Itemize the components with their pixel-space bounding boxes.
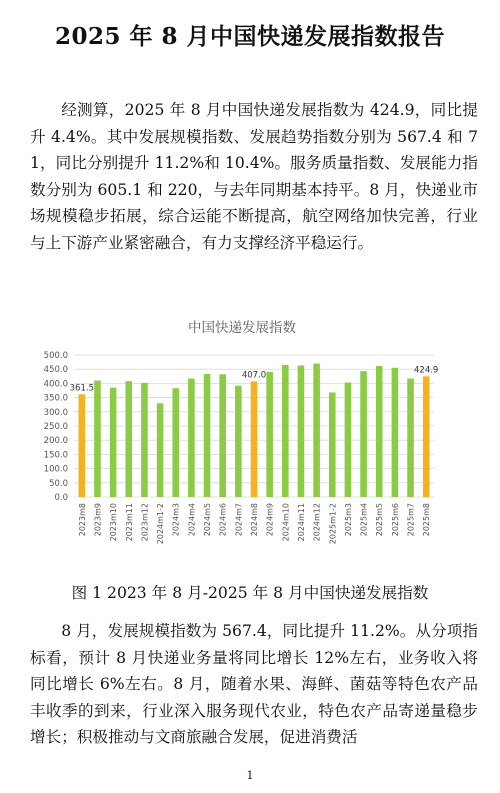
scale-index-paragraph: 8 月，发展规模指数为 567.4，同比提升 11.2%。从分项指标看，预计 8 月快递业务量将同比增长 12%左右，业务收入将同比增长 6%左右。8 月，随着水果、海鲜、菌菇等特色农产品丰收季的到来，行业深入服务现代农业，特色农产品寄递量稳步增长；积极推动与文商旅融合发展，促进消费活 (30, 622, 478, 746)
chart-title: 中国快递发展指数 (188, 320, 296, 336)
bar (204, 374, 211, 497)
y-tick-label: 400.0 (43, 379, 68, 390)
intro-paragraph: 经测算，2025 年 8 月中国快递发展指数为 424.9，同比提升 4.4%。其中发展规模指数、发展趋势指数分别为 567.4 和 71，同比分别提升 11.2%和 10.4%。服务质量指数、发展能力指数分别为 605.1 和 220，与去年同期基本持平。8 月，快递业市场规模稳步拓展，综合运能不断提高，航空网络加快完善，行业与上下游产业紧密融合，有力支撑经济平稳运行。 (30, 101, 478, 252)
y-tick-label: 0.0 (54, 493, 68, 503)
bar (79, 394, 86, 497)
y-tick-label: 500.0 (43, 351, 68, 361)
y-tick-label: 250.0 (43, 422, 68, 432)
bar (282, 365, 289, 497)
x-tick-label: 2023m10 (109, 503, 119, 542)
x-tick-label: 2025m8 (422, 503, 432, 537)
x-tick-label: 2023m8 (77, 503, 87, 537)
y-tick-label: 350.0 (43, 393, 68, 404)
x-tick-label: 2023m12 (140, 503, 150, 542)
x-tick-label: 2025m5 (375, 503, 385, 537)
y-tick-label: 300.0 (43, 407, 68, 418)
x-tick-label: 2025m4 (359, 503, 369, 537)
x-tick-label: 2024m1-2 (156, 503, 166, 545)
x-tick-label: 2024m3 (171, 503, 181, 537)
x-tick-label: 2024m5 (203, 503, 213, 537)
bar (94, 381, 101, 497)
bar (266, 372, 273, 497)
figure-caption: 图 1 2023 年 8 月-2025 年 8 月中国快递发展指数 (71, 584, 429, 602)
bar (157, 403, 164, 497)
data-label: 407.0 (241, 370, 267, 381)
x-tick-label: 2025m1-2 (328, 503, 338, 545)
x-tick-label: 2025m3 (343, 503, 353, 537)
x-tick-label: 2024m8 (250, 503, 259, 537)
y-tick-label: 450.0 (43, 365, 68, 376)
bar (219, 374, 226, 497)
data-label: 361.5 (69, 383, 94, 394)
x-tick-label: 2024m11 (296, 503, 306, 542)
bar (125, 381, 132, 497)
chart-svg (30, 313, 478, 578)
bar (392, 368, 399, 497)
x-tick-label: 2024m12 (312, 503, 322, 542)
bar (407, 379, 414, 497)
x-tick-label: 2023m11 (124, 503, 134, 542)
bar (298, 366, 305, 497)
bar (235, 386, 242, 497)
bar (251, 381, 258, 497)
data-label: 424.9 (414, 365, 439, 376)
bar (172, 388, 179, 497)
bar (423, 376, 430, 497)
bar (345, 383, 352, 497)
y-tick-label: 150.0 (43, 450, 68, 461)
page-number: 1 (246, 769, 254, 782)
bar (141, 383, 148, 497)
y-tick-label: 50.0 (49, 478, 68, 489)
bar (110, 388, 117, 497)
x-tick-label: 2024m10 (281, 503, 291, 542)
x-tick-label: 2024m4 (187, 503, 197, 537)
x-tick-label: 2024m7 (234, 503, 244, 537)
bar (329, 392, 336, 497)
x-tick-label: 2023m9 (93, 503, 103, 537)
x-tick-label: 2024m9 (265, 503, 275, 537)
bar (188, 379, 195, 497)
bar (313, 364, 320, 497)
bar (360, 371, 367, 497)
y-tick-label: 200.0 (43, 436, 68, 447)
x-tick-label: 2025m7 (406, 503, 416, 537)
x-tick-label: 2025m6 (390, 503, 400, 537)
y-tick-label: 100.0 (43, 464, 68, 475)
bar (376, 366, 383, 497)
x-tick-label: 2024m6 (218, 503, 228, 537)
document-title: 2025 年 8 月中国快递发展指数报告 (54, 23, 446, 50)
express-index-chart (30, 313, 478, 578)
